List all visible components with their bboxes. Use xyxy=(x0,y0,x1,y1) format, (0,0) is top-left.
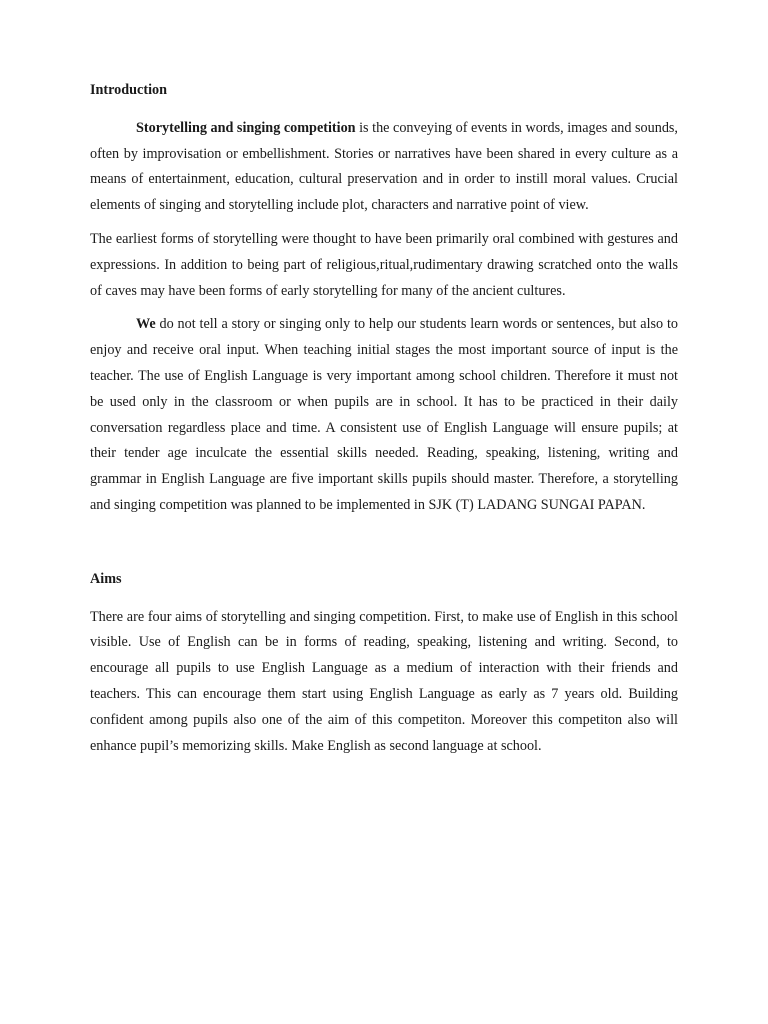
introduction-paragraph-1 xyxy=(90,116,678,219)
document-page xyxy=(90,78,678,759)
introduction-paragraph-2: The earliest forms of storytelling were thought to have been primarily oral combined with gestures and expressions. In addition to being part of religious,ritual,rudimentary drawing scratched onto the walls of caves may have been forms of early storytelling for many of the ancient cultures. xyxy=(90,230,678,299)
introduction-heading: Introduction xyxy=(90,82,167,98)
aims-paragraph: There are four aims of storytelling and singing competition. First, to make use of English in this school visible. Use of English can be in forms of reading, speaking, listening and writing. Second, to encourage all pupils to use English Language as a medium of interaction with their friends and teachers. This can encourage them start using English Language as early as 7 years old. Building confident among pupils also one of the aim of this competiton. Moreover this competiton also will enhance pupil’s memorizing skills. Make English as second language at school. xyxy=(90,608,678,754)
paragraph-1-text: is the conveying of events in words, images and sounds, often by improvisation or embellishment. Stories or narratives have been shared in every culture as a means of entertainment, education, cultural preservation and in order to instill moral values. Crucial elements of singing and storytelling include plot, characters and narrative point of view. xyxy=(90,119,678,214)
competition-term: Storytelling and singing competition xyxy=(136,119,356,136)
we-word: We xyxy=(136,316,156,333)
aims-heading: Aims xyxy=(90,570,122,587)
introduction-paragraph-3 xyxy=(90,312,678,518)
paragraph-3-text: do not tell a story or singing only to help our students learn words or sentences, but also to enjoy and receive oral input. When teaching initial stages the most important source of input is the teacher. The use of English Language is very important among school children. Therefore it must not be used only in the classroom or when pupils are in school. It has to be practiced in their daily conversation regardless place and time. A consistent use of English Language will ensure pupils; at their tender age inculcate the essential skills needed. Reading, speaking, listening, writing and grammar in English Language are five important skills pupils should master. Therefore, a storytelling and singing competition was planned to be implemented in SJK (T) LADANG SUNGAI PAPAN. xyxy=(90,316,678,513)
